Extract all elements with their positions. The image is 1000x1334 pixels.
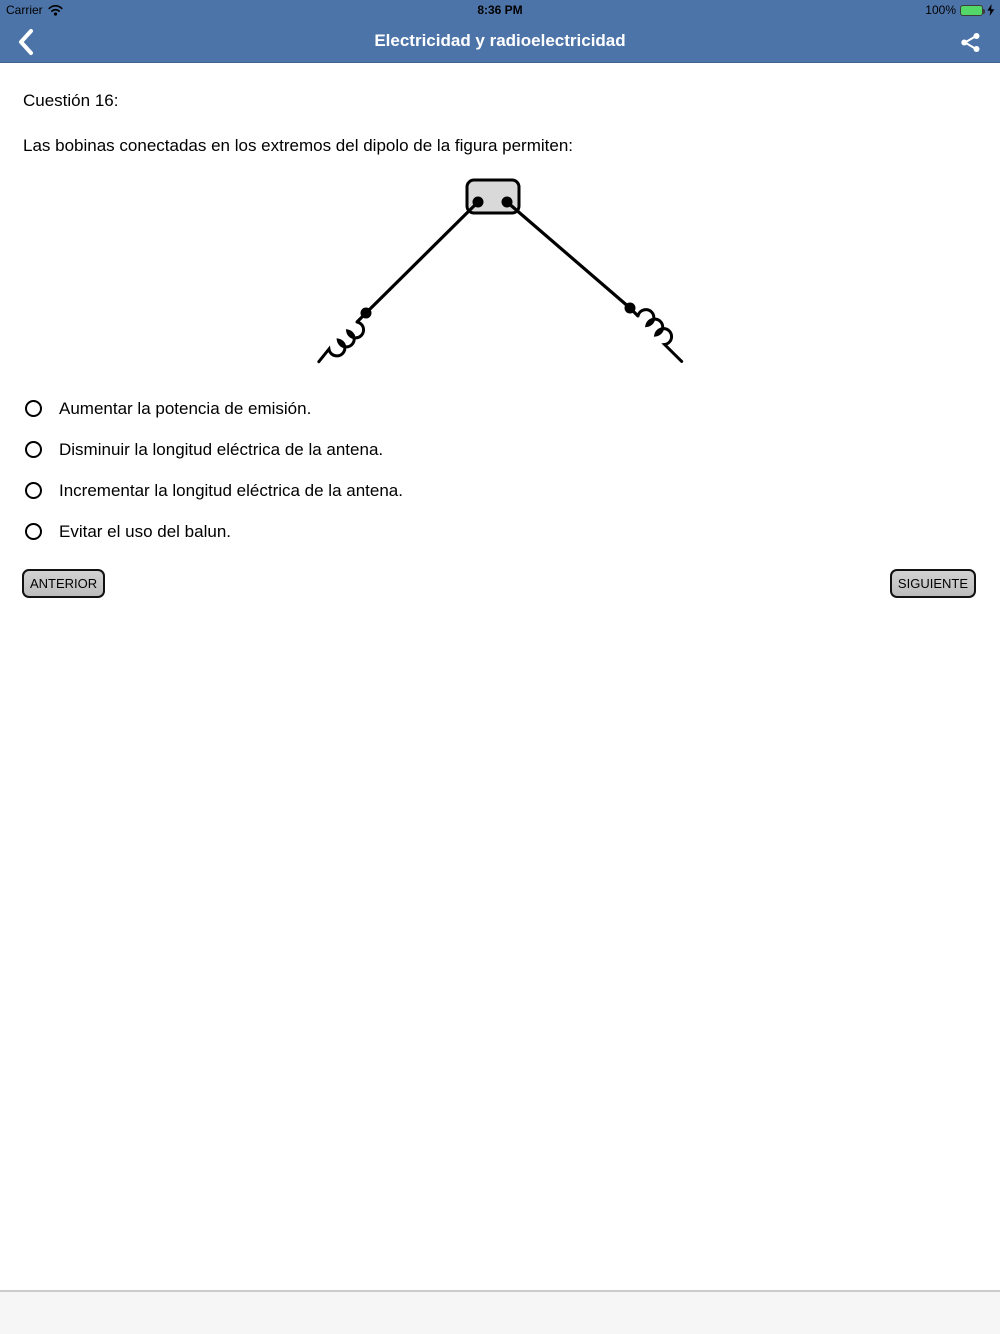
option-row[interactable]	[0, 470, 1000, 511]
option-row[interactable]	[0, 511, 1000, 552]
option-row[interactable]	[0, 388, 1000, 429]
share-nodes-icon	[960, 32, 981, 53]
banner-placeholder	[0, 1290, 1000, 1334]
option-label: Aumentar la potencia de emisión.	[59, 398, 312, 418]
radio-button[interactable]	[25, 400, 42, 417]
battery-percent: 100%	[925, 3, 956, 17]
option-label: Incrementar la longitud eléctrica de la antena.	[59, 480, 403, 500]
question-prompt: Las bobinas conectadas en los extremos del dipolo de la figura permiten:	[23, 136, 574, 155]
option-label: Disminuir la longitud eléctrica de la antena.	[59, 439, 384, 459]
feed-box	[467, 180, 519, 213]
nav-bar	[0, 20, 1000, 63]
status-clock: 8:36 PM	[477, 3, 523, 17]
radio-button[interactable]	[25, 441, 42, 458]
back-button[interactable]	[8, 24, 44, 60]
previous-button[interactable]: ANTERIOR	[22, 569, 105, 598]
page-title: Electricidad y radioelectricidad	[374, 31, 626, 50]
dipole-antenna-figure	[300, 172, 700, 377]
status-bar	[0, 0, 1000, 20]
radio-button[interactable]	[25, 523, 42, 540]
carrier-label: Carrier	[6, 3, 43, 17]
share-button[interactable]	[954, 26, 986, 58]
battery-full-icon	[960, 5, 983, 16]
option-label: Evitar el uso del balun.	[59, 521, 231, 541]
next-button[interactable]: SIGUIENTE	[890, 569, 976, 598]
charging-bolt-icon	[987, 4, 995, 16]
question-number: Cuestión 16:	[23, 91, 119, 110]
radio-button[interactable]	[25, 482, 42, 499]
chevron-left-icon	[18, 28, 34, 56]
option-row[interactable]	[0, 429, 1000, 470]
options-list	[0, 388, 1000, 552]
